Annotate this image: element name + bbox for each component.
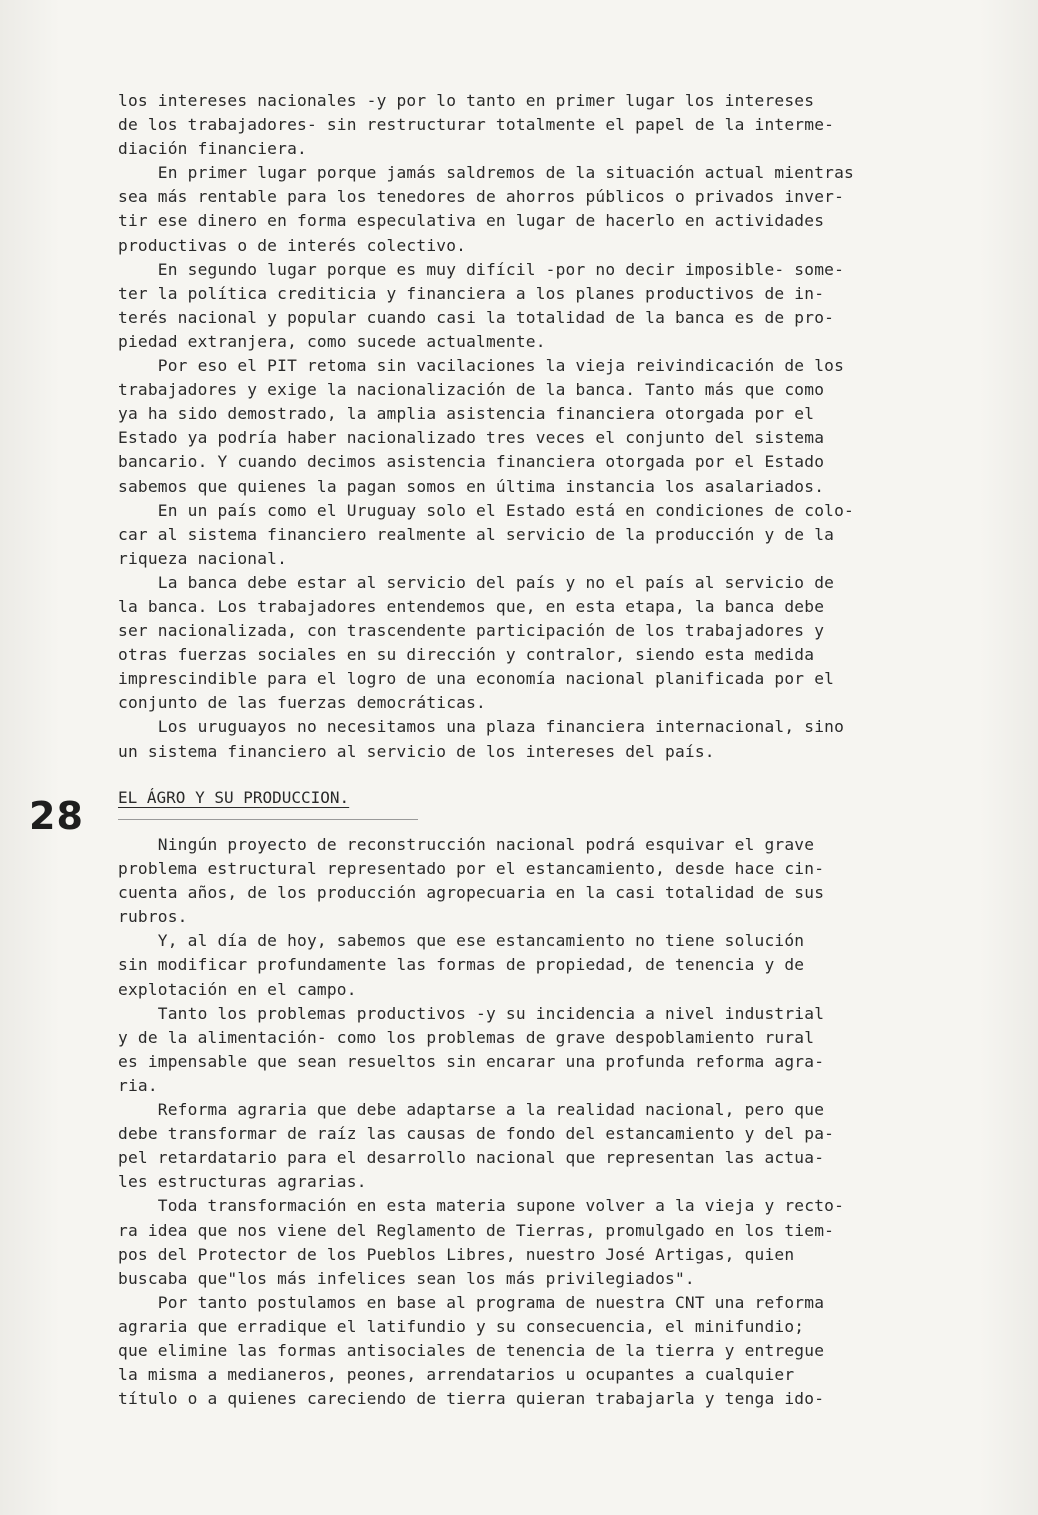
text-line: trabajadores y exige la nacionalización de la banca. Tanto más que como [118,380,825,400]
text-line: y de la alimentación- como los problemas de grave despoblamiento rural [118,1027,815,1047]
text-line: les estructuras agrarias. [118,1172,367,1192]
text-line: pel retardatario para el desarrollo nacional que representan las actua- [118,1148,825,1168]
page-number: 28 [29,794,84,838]
text-line: otras fuerzas sociales en su dirección y contralor, siendo esta medida [118,645,815,665]
text-line: En un país como el Uruguay solo el Estado está en condiciones de colo- [118,500,854,520]
text-line: ser nacionalizada, con trascendente participación de los trabajadores y [118,621,825,641]
text-line: pos del Protector de los Pueblos Libres, nuestro José Artigas, quien [118,1244,795,1264]
text-line: tir ese dinero en forma especulativa en lugar de hacerlo en actividades [118,211,825,231]
body-text-block-2 [118,833,988,1411]
text-line: sea más rentable para los tenedores de ahorros públicos o privados inver- [118,187,845,207]
text-line: La banca debe estar al servicio del país y no el país al servicio de [118,572,835,592]
text-line: Reforma agraria que debe adaptarse a la realidad nacional, pero que [118,1100,825,1120]
text-line: bancario. Y cuando decimos asistencia financiera otorgada por el Estado [118,452,825,472]
text-line: riqueza nacional. [118,548,288,568]
text-line: Los uruguayos no necesitamos una plaza financiera internacional, sino [118,717,845,737]
text-line: productivas o de interés colectivo. [118,235,467,255]
text-line: un sistema financiero al servicio de los intereses del país. [118,741,715,761]
text-line: ra idea que nos viene del Reglamento de Tierras, promulgado en los tiem- [118,1220,835,1240]
text-line: En segundo lugar porque es muy difícil -por no decir imposible- some- [118,259,845,279]
text-line: cuenta años, de los producción agropecuaria en la casi totalidad de sus [118,883,825,903]
text-line: problema estructural representado por el estancamiento, desde hace cin- [118,859,825,879]
text-line: es impensable que sean resueltos sin encarar una profunda reforma agra- [118,1051,825,1071]
text-line: diación financiera. [118,139,307,159]
text-line: Y, al día de hoy, sabemos que ese estancamiento no tiene solución [118,931,805,951]
text-line: terés nacional y popular cuando casi la totalidad de la banca es de pro- [118,307,835,327]
text-line: car al sistema financiero realmente al servicio de la producción y de la [118,524,835,544]
text-line: ya ha sido demostrado, la amplia asistencia financiera otorgada por el [118,404,815,424]
text-line: buscaba que"los más infelices sean los más privilegiados". [118,1268,695,1288]
text-line: de los trabajadores- sin restructurar totalmente el papel de la interme- [118,115,835,135]
text-line: Toda transformación en esta materia supone volver a la vieja y recto- [118,1196,845,1216]
text-line: la misma a medianeros, peones, arrendatarios u ocupantes a cualquier [118,1365,795,1385]
text-line: la banca. Los trabajadores entendemos que, en esta etapa, la banca debe [118,596,825,616]
text-line: Por tanto postulamos en base al programa de nuestra CNT una reforma [118,1292,825,1312]
text-line: ter la política crediticia y financiera a los planes productivos de in- [118,283,825,303]
body-text-block-1 [118,89,988,764]
text-line: debe transformar de raíz las causas de fondo del estancamiento y del pa- [118,1124,835,1144]
text-line: En primer lugar porque jamás saldremos de la situación actual mientras [118,163,854,183]
text-line: sin modificar profundamente las formas de propiedad, de tenencia y de [118,955,805,975]
text-line: Tanto los problemas productivos -y su incidencia a nivel industrial [118,1003,825,1023]
text-line: Por eso el PIT retoma sin vacilaciones la vieja reivindicación de los [118,356,845,376]
text-line: ria. [118,1075,158,1095]
text-line: sabemos que quienes la pagan somos en última instancia los asalariados. [118,476,825,496]
text-line: Ningún proyecto de reconstrucción nacional podrá esquivar el grave [118,835,815,854]
heading-rule [118,819,418,820]
text-line: título o a quienes careciendo de tierra quieran trabajarla y tenga ido- [118,1389,825,1409]
text-line: agraria que erradique el latifundio y su consecuencia, el minifundio; [118,1316,805,1336]
text-line: conjunto de las fuerzas democráticas. [118,693,486,713]
text-line: que elimine las formas antisociales de tenencia de la tierra y entregue [118,1340,825,1360]
text-line: rubros. [118,907,188,927]
text-line: piedad extranjera, como sucede actualmente. [118,331,546,351]
text-line: los intereses nacionales -y por lo tanto en primer lugar los intereses [118,91,815,110]
text-line: Estado ya podría haber nacionalizado tres veces el conjunto del sistema [118,428,825,448]
section-heading: EL ÁGRO Y SU PRODUCCION. [118,788,350,807]
text-line: explotación en el campo. [118,979,357,999]
text-line: imprescindible para el logro de una economía nacional planificada por el [118,669,835,689]
